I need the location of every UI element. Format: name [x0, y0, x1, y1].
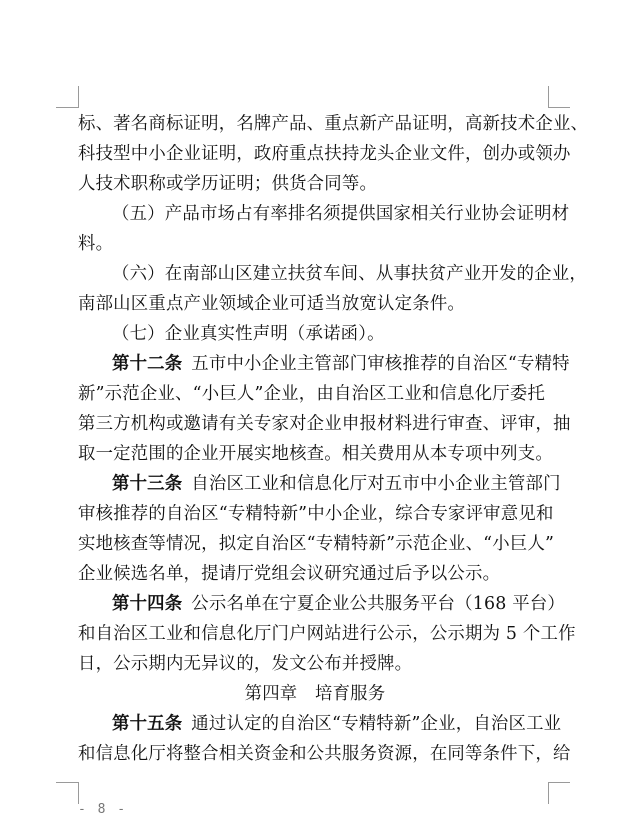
- text-line: 人技术职称或学历证明；供货合同等。: [78, 174, 378, 194]
- page-number: - 8 -: [78, 802, 128, 817]
- text-line: 标、著名商标证明，名牌产品、重点新产品证明，高新技术企业、: [78, 114, 589, 134]
- text-line: 和自治区工业和信息化厅门户网站进行公示，公示期为 5 个工作: [78, 624, 576, 644]
- article-label: 第十二条: [112, 354, 183, 374]
- article-label: 第十三条: [112, 474, 183, 494]
- crop-mark-top-right-v: [548, 86, 549, 108]
- crop-mark-bottom-right-h: [548, 782, 570, 783]
- text-line: （五）产品市场占有率排名须提供国家相关行业协会证明材: [112, 204, 570, 224]
- article-14-first-line: [78, 589, 566, 619]
- text-line: 取一定范围的企业开展实地核查。相关费用从本专项中列支。: [78, 444, 553, 464]
- chapter-heading: 第四章 培育服务: [244, 684, 386, 704]
- crop-mark-bottom-left-h: [56, 782, 78, 783]
- article-label: 第十四条: [112, 594, 183, 614]
- crop-mark-bottom-left-v: [78, 782, 79, 804]
- crop-mark-bottom-right-v: [548, 782, 549, 804]
- article-text: 公示名单在宁夏企业公共服务平台（168 平台）: [191, 594, 566, 614]
- text-line: 日，公示期内无异议的，发文公布并授牌。: [78, 654, 413, 674]
- article-text: 通过认定的自治区“专精特新”企业，自治区工业: [191, 714, 562, 734]
- text-line: 南部山区重点产业领域企业可适当放宽认定条件。: [78, 294, 465, 314]
- text-line: 科技型中小企业证明，政府重点扶持龙头企业文件，创办或领办: [78, 144, 571, 164]
- text-line: 审核推荐的自治区“专精特新”中小企业，综合专家评审意见和: [78, 504, 554, 524]
- text-line: （七）企业真实性声明（承诺函）。: [112, 324, 385, 344]
- crop-mark-top-right-h: [548, 107, 570, 108]
- document-body: [78, 109, 589, 769]
- article-text: 五市中小企业主管部门审核推荐的自治区“专精特: [191, 354, 570, 374]
- text-line: 新”示范企业、“小巨人”企业，由自治区工业和信息化厅委托: [78, 384, 546, 404]
- text-line: （六）在南部山区建立扶贫车间、从事扶贫产业开发的企业，: [112, 264, 587, 284]
- crop-mark-top-left-h: [56, 107, 78, 108]
- article-text: 自治区工业和信息化厅对五市中小企业主管部门: [191, 474, 561, 494]
- text-line: 料。: [78, 234, 114, 254]
- text-line: 企业候选名单，提请厅党组会议研究通过后予以公示。: [78, 564, 501, 584]
- article-13-first-line: [78, 469, 561, 499]
- text-line: 和信息化厅将整合相关资金和公共服务资源，在同等条件下，给: [78, 744, 571, 764]
- article-12-first-line: [78, 349, 570, 379]
- crop-mark-top-left-v: [78, 86, 79, 108]
- text-line: 实地核查等情况，拟定自治区“专精特新”示范企业、“小巨人”: [78, 534, 555, 554]
- text-line: 第三方机构或邀请有关专家对企业申报材料进行审查、评审，抽: [78, 414, 571, 434]
- article-15-first-line: [78, 709, 562, 739]
- article-label: 第十五条: [112, 714, 183, 734]
